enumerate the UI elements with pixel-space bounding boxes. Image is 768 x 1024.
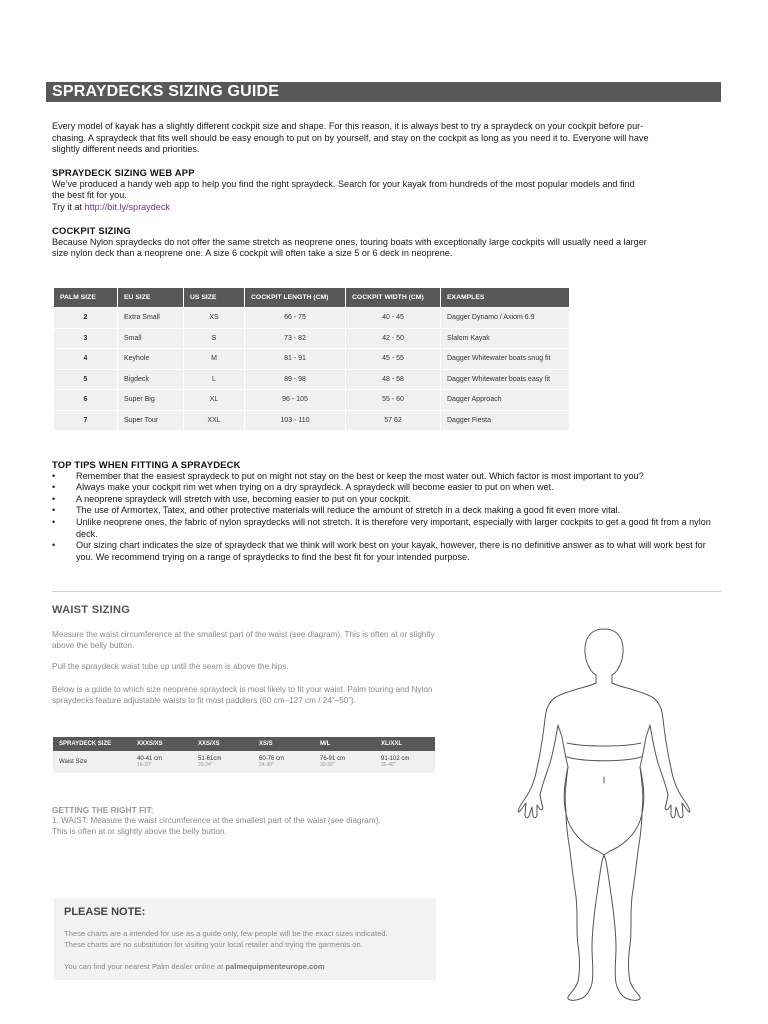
list-item: • The use of Armortex, Tatex, and other protective materials will reduce the amount of stretch in a deck making a good fit even more vital. — [52, 505, 712, 517]
list-item: • Remember that the easiest spraydeck to put on might not stay on the best or keep the most water out. Which factor is most important to you? — [52, 471, 712, 483]
head-outline — [518, 629, 689, 1000]
col-us-size: US SIZE — [184, 288, 244, 307]
table-row: 7 Super Tour XXL 103 - 110 57 62 Dagger Fiesta — [54, 411, 569, 431]
fit-heading: GETTING THE RIGHT FIT: — [52, 805, 154, 815]
section-divider — [52, 591, 721, 592]
waist-band — [567, 743, 641, 761]
note-line-2: These charts are no substitution for visiting your local retailer and trying the garments on. — [64, 940, 363, 949]
waist-heading: WAIST SIZING — [52, 604, 131, 616]
tips-section — [52, 459, 712, 563]
note-dealer: You can find your nearest Palm dealer online at palmequipmenteurope.com — [64, 962, 325, 971]
col-eu-size: EU SIZE — [118, 288, 183, 307]
fit-line-1: 1. WAIST: Measure the waist circumference at the smallest part of the waist (see diagram). — [52, 816, 381, 825]
list-item: • Always make your cockpit rim wet when trying on a dry spraydeck. A spraydeck will become easier to put on when wet. — [52, 482, 712, 494]
waist-table-header: SPRAYDECK SIZE XXXS/XS XXS/XS XS/S M/L XL/XXL — [53, 737, 435, 751]
size-table — [53, 287, 570, 431]
list-item: • Our sizing chart indicates the size of spraydeck that we think will work best on your kayak, however, there is no definitive answer as to what will work best for you. We recommend trying on a range of spraydecks to find the best fit for your intended purpose. — [52, 540, 712, 563]
cockpit-section: COCKPIT SIZING Because Nylon spraydecks do not offer the same stretch as neoprene ones, touring boats with exceptionally large cockpits will usually need a larger size nylon deck than a neoprene one. A size 6 cockpit will often take a size 5 or 6 deck in neoprene. — [52, 225, 712, 260]
list-item: • A neoprene spraydeck will stretch with use, becoming easier to put on your cockpit. — [52, 494, 712, 506]
tips-heading: TOP TIPS WHEN FITTING A SPRAYDECK — [52, 459, 241, 470]
title-bar — [46, 82, 721, 102]
col-examples: EXAMPLES — [441, 288, 569, 307]
waist-p1: Measure the waist circumference at the smallest part of the waist (see diagram). This is often at or slightly above the belly button. — [52, 630, 435, 651]
table-row: 6 Super Big XL 96 - 105 55 - 60 Dagger Approach — [54, 390, 569, 410]
list-item: • Unlike neoprene ones, the fabric of nylon spraydecks will not stretch. It is therefore very important, especially with larger cockpits to get a good fit from a nylon deck. — [52, 517, 712, 540]
fit-line-2: This is often at or slightly above the belly button. — [52, 827, 227, 836]
web-app-heading: SPRAYDECK SIZING WEB APP — [52, 167, 195, 178]
cockpit-heading: COCKPIT SIZING — [52, 225, 131, 236]
note-heading: PLEASE NOTE: — [64, 906, 146, 918]
size-table-header — [54, 288, 569, 307]
note-line-1: These charts are a intended for use as a guide only, few people will be the exact sizes indicated. — [64, 929, 388, 938]
dealer-link[interactable]: palmequipmenteurope.com — [225, 962, 325, 971]
web-app-section: SPRAYDECK SIZING WEB APP We’ve produced a handy web app to help you find the right spraydeck. Search for your kayak from hundreds of the most popular models and find the best fit for you. Try it at http://bit.ly/spraydeck — [52, 167, 712, 213]
table-row: Waist Size 40-41 cm 16-20” 51-61cm 20-24” 60-76 cm 24-30” 76-91 cm 30-36” 91-102 cm 36-40” — [53, 751, 435, 773]
col-cockpit-length: COCKPIT LENGTH (CM) — [245, 288, 345, 307]
table-row: 4 Keyhole M 81 - 91 45 - 55 Dagger Whitewater boats snug fit — [54, 349, 569, 369]
intro-paragraph: Every model of kayak has a slightly different cockpit size and shape. For this reason, it is always best to try a spraydeck on your cockpit before pur- chasing. A spraydeck that fits well should be easy enough to put on by yourself, and stay on the cockpit as long as you need it to. Everyone will have slightly different needs and priorities. — [52, 121, 649, 155]
table-row: 3 Small S 73 - 82 42 - 50 Slalom Kayak — [54, 329, 569, 349]
table-row: 2 Extra Small XS 66 - 75 40 - 45 Dagger Dynamo / Axiom 6.9 — [54, 308, 569, 328]
col-cockpit-width: COCKPIT WIDTH (CM) — [346, 288, 440, 307]
page-title: SPRAYDECKS SIZING GUIDE — [52, 83, 280, 100]
tips-list — [52, 471, 712, 564]
col-palm-size: PALM SIZE — [54, 288, 117, 307]
waist-table — [53, 737, 435, 773]
waist-p2: Pull the spraydeck waist tube up until the seam is above the hips. — [52, 662, 289, 671]
table-row: 5 Bigdeck L 89 - 98 48 - 58 Dagger Whitewater boats easy fit — [54, 370, 569, 390]
web-app-link[interactable]: http://bit.ly/spraydeck — [84, 201, 170, 212]
please-note-box — [54, 898, 436, 980]
body-outline-diagram — [512, 625, 697, 1010]
waist-p3: Below is a guide to which size neoprene spraydeck is most likely to fit your waist. Palm touring and Nylon spraydecks feature adjustable waists to fit most paddlers (60 cm–127 cm / 24”–50”). — [52, 685, 433, 706]
